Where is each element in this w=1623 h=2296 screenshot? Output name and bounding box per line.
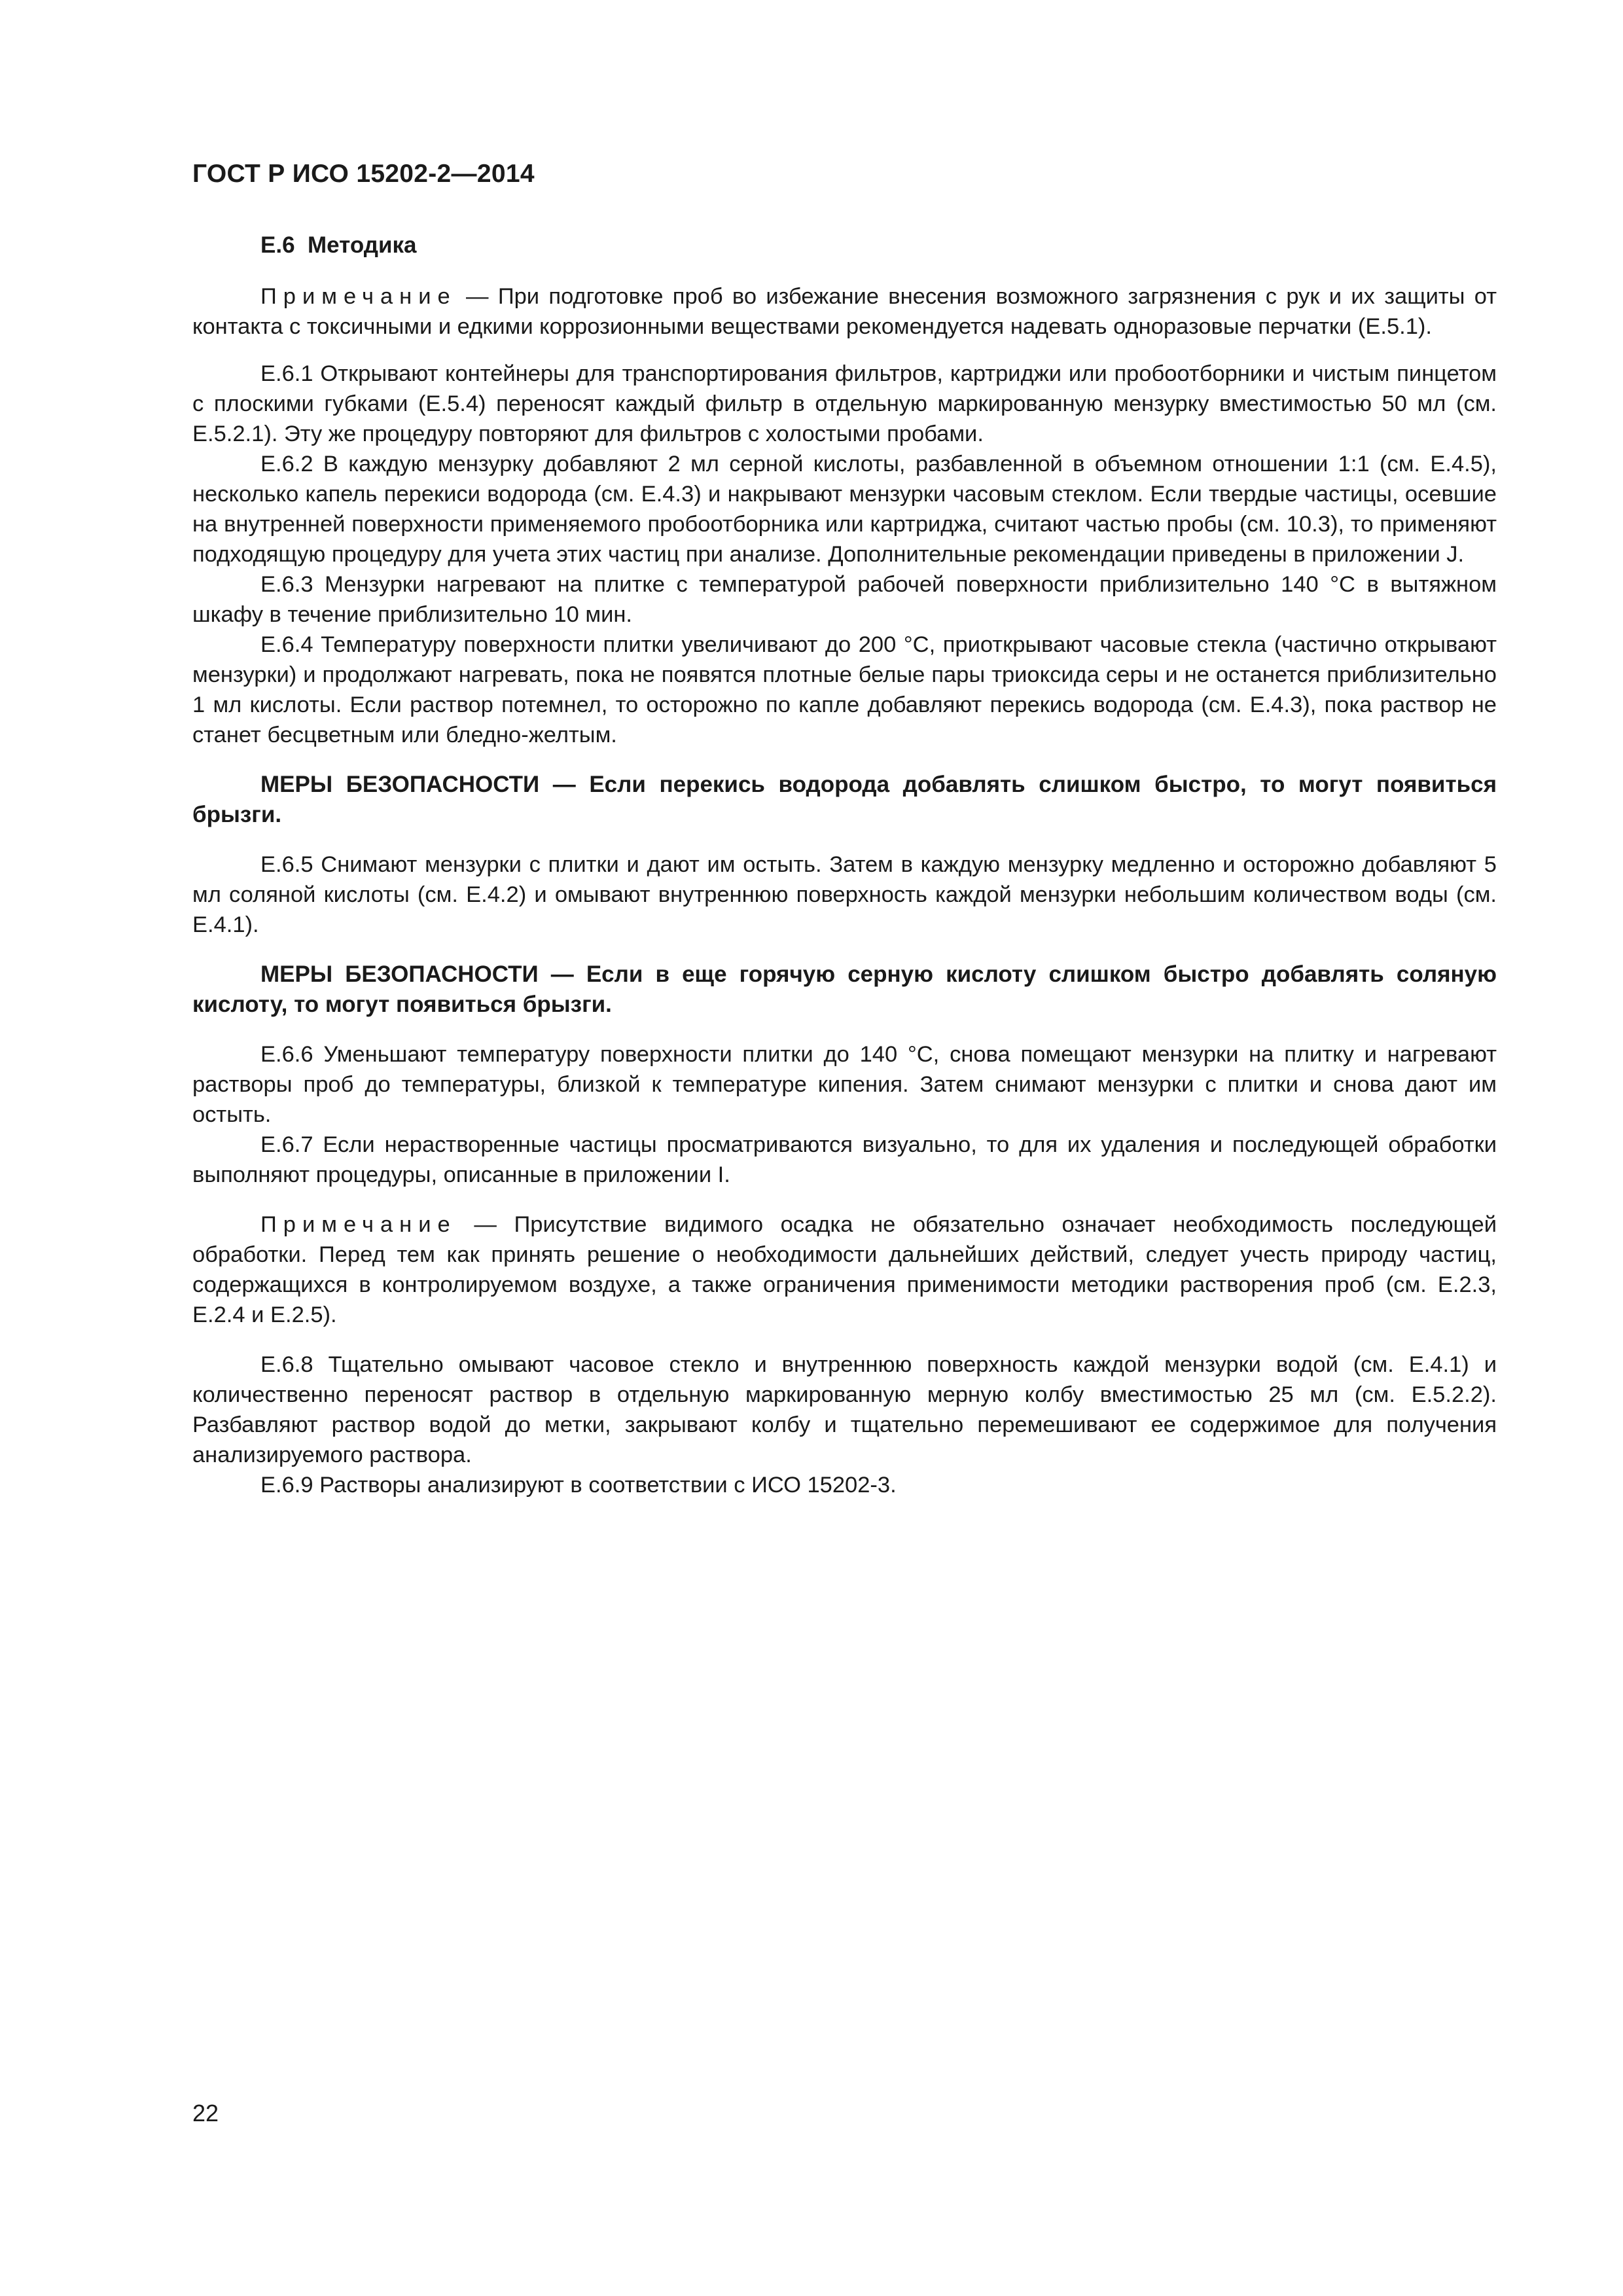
- paragraph-e-6-9: Е.6.9 Растворы анализируют в соответствии с ИСО 15202-3.: [260, 1473, 897, 1498]
- note-paragraph: [192, 1210, 1497, 1330]
- paragraph-e-6-4: Е.6.4 Температуру поверхности плитки увеличивают до 200 °С, приоткрывают часовые стекла (частично открывают мензурки) и продолжают нагревать, пока не появятся плотные белые пары триоксида серы и не останется приблизительно 1 мл кислоты. Если раствор потемнел, то осторожно по капле добавляют перекись водорода (см. Е.4.3), пока раствор не станет бесцветным или бледно-желтым.: [192, 632, 1497, 747]
- section-number: Е.6: [260, 232, 295, 258]
- safety-warning: МЕРЫ БЕЗОПАСНОСТИ — Если в еще горячую серную кислоту слишком быстро добавлять соляную кислоту, то могут появиться брызги.: [192, 961, 1497, 1017]
- paragraph-e-6-6: Е.6.6 Уменьшают температуру поверхности плитки до 140 °С, снова помещают мензурки на плитку и нагревают растворы проб до температуры, близкой к температуре кипения. Затем снимают мензурки с плитки и снова дают им остыть.: [192, 1042, 1497, 1127]
- page-number: 22: [192, 2100, 219, 2126]
- section-heading: [192, 230, 1497, 260]
- section-title: Методика: [308, 232, 417, 258]
- paragraph-e-6-8: Е.6.8 Тщательно омывают часовое стекло и внутреннюю поверхность каждой мензурки водой (см. Е.4.1) и количественно переносят раствор в отдельную маркированную мерную колбу вместимостью 25 мл (см. Е.5.2.2). Разбавляют раствор водой до метки, закрывают колбу и тщательно перемешивают ее содержимое для получения анализируемого раствора.: [192, 1352, 1497, 1467]
- document-body: [192, 230, 1497, 1500]
- note-paragraph: [192, 281, 1497, 342]
- paragraph-e-6-2: Е.6.2 В каждую мензурку добавляют 2 мл серной кислоты, разбавленной в объемном отношении 1:1 (см. Е.4.5), несколько капель перекиси водорода (см. Е.4.3) и накрывают мензурки часовым стеклом. Если твердые частицы, осевшие на внутренней поверхности применяемого пробоотборника или картриджа, считают частью пробы (см. 10.3), то применяют подходящую процедуру для учета этих частиц при анализе. Дополнительные рекомендации приведены в приложении J.: [192, 452, 1497, 567]
- paragraph-e-6-1: Е.6.1 Открывают контейнеры для транспортирования фильтров, картриджи или пробоотборники и чистым пинцетом с плоскими губками (Е.5.4) переносят каждый фильтр в отдельную маркированную мензурку вместимостью 50 мл (см. Е.5.2.1). Эту же процедуру повторяют для фильтров с холостыми пробами.: [192, 361, 1497, 446]
- paragraph-e-6-3: Е.6.3 Мензурки нагревают на плитке с температурой рабочей поверхности приблизительно 140 °С в вытяжном шкафу в течение приблизительно 10 мин.: [192, 572, 1497, 627]
- safety-warning: МЕРЫ БЕЗОПАСНОСТИ — Если перекись водорода добавлять слишком быстро, то могут появиться брызги.: [192, 772, 1497, 827]
- paragraph-e-6-7: Е.6.7 Если нерастворенные частицы просматриваются визуально, то для их удаления и последующей обработки выполняют процедуры, описанные в приложении I.: [192, 1132, 1497, 1187]
- note-text: — Присутствие видимого осадка не обязательно означает необходимость последующей обработки. Перед тем как принять решение о необходимости дальнейших действий, следует учесть природу частиц, содержащихся в контролируемом воздухе, а также ограничения применимости методики растворения проб (см. Е.2.3, Е.2.4 и Е.2.5).: [192, 1212, 1497, 1327]
- document-header: ГОСТ Р ИСО 15202-2—2014: [192, 160, 535, 188]
- note-label: Примечание: [260, 1212, 457, 1237]
- note-text: — При подготовке проб во избежание внесения возможного загрязнения с рук и их защиты от контакта с токсичными и едкими коррозионными веществами рекомендуется надевать одноразовые перчатки (Е.5.1).: [192, 284, 1497, 339]
- note-label: Примечание: [260, 284, 457, 309]
- paragraph-e-6-5: Е.6.5 Снимают мензурки с плитки и дают им остыть. Затем в каждую мензурку медленно и осторожно добавляют 5 мл соляной кислоты (см. Е.4.2) и омывают внутреннюю поверхность каждой мензурки небольшим количеством воды (см. Е.4.1).: [192, 852, 1497, 937]
